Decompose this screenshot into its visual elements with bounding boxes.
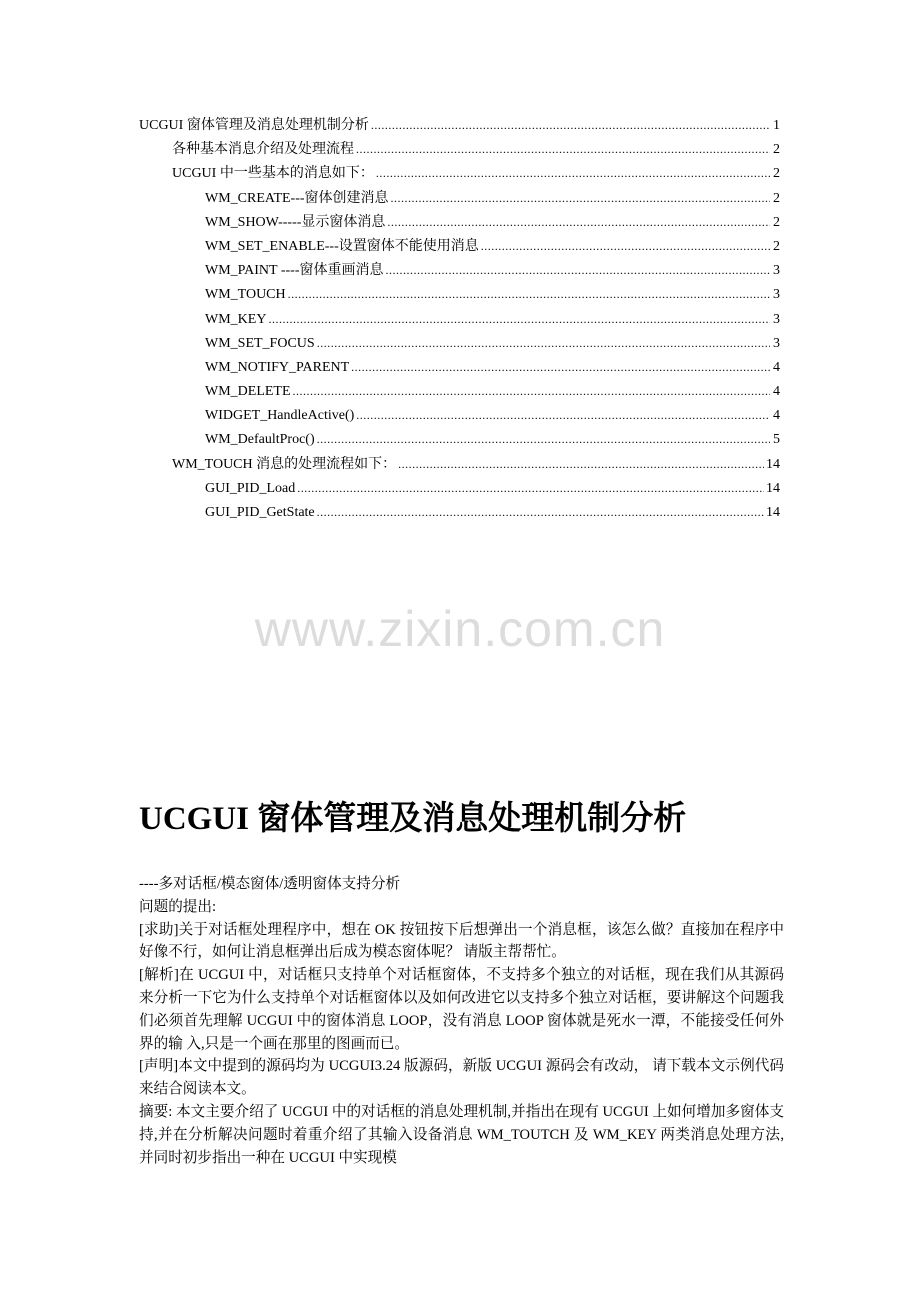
toc-page-number: 3 [773, 335, 780, 351]
toc-entry[interactable] [139, 427, 780, 451]
toc-entry[interactable] [139, 500, 780, 524]
toc-entry-title: WM_SHOW-----显示窗体消息 [205, 214, 386, 230]
paragraph: 摘要: 本文主要介绍了 UCGUI 中的对话框的消息处理机制,并指出在现有 UCGUI 上如何增加多窗体支持,并在分析解决问题时着重介绍了其输入设备消息 WM_TOUTCH 及 WM_KEY 两类消息处理方法,并同时初步指出一种在 UCGUI 中实现模 [139, 1103, 784, 1166]
toc-entry-title: WIDGET_HandleActive() [205, 408, 355, 424]
toc-leader-dots [391, 186, 770, 210]
toc-page-number: 14 [766, 456, 780, 472]
toc-leader-dots [351, 355, 770, 379]
toc-leader-dots [293, 379, 770, 403]
toc-leader-dots [371, 113, 770, 137]
toc-entry-title: UCGUI 中一些基本的消息如下： [172, 166, 374, 182]
toc-page-number: 3 [773, 287, 780, 303]
toc-page-number: 2 [773, 214, 780, 230]
toc-entry[interactable] [139, 258, 780, 282]
toc-entry[interactable] [139, 282, 780, 306]
toc-leader-dots [356, 403, 770, 427]
paragraph: [声明]本文中提到的源码均为 UCGUI3.24 版源码，新版 UCGUI 源码会有改动， 请下载本文示例代码来结合阅读本文。 [139, 1058, 784, 1098]
toc-leader-dots [481, 234, 770, 258]
toc-entry-title: WM_DELETE [205, 384, 291, 400]
toc-entry-title: WM_TOUCH [205, 287, 286, 303]
table-of-contents [139, 113, 780, 524]
toc-entry-title: GUI_PID_Load [205, 480, 296, 496]
toc-leader-dots [387, 210, 770, 234]
toc-entry[interactable] [139, 476, 780, 500]
toc-leader-dots [297, 476, 764, 500]
toc-entry-title: UCGUI 窗体管理及消息处理机制分析 [139, 118, 369, 133]
toc-entry[interactable] [139, 307, 780, 331]
subtitle-line: ----多对话框/模态窗体/透明窗体支持分析 [139, 876, 401, 892]
toc-entry-title: WM_SET_ENABLE---设置窗体不能使用消息 [205, 238, 479, 254]
toc-page-number: 4 [773, 384, 780, 400]
toc-leader-dots [317, 331, 770, 355]
toc-entry-title: WM_DefaultProc() [205, 432, 315, 448]
toc-leader-dots [376, 161, 770, 185]
toc-entry-title: WM_KEY [205, 311, 267, 327]
toc-entry[interactable] [139, 186, 780, 210]
toc-entry[interactable] [139, 234, 780, 258]
toc-page-number: 5 [773, 432, 780, 448]
toc-entry-title: WM_TOUCH 消息的处理流程如下： [172, 456, 397, 472]
toc-page-number: 14 [766, 505, 780, 520]
toc-entry[interactable] [139, 379, 780, 403]
paragraph: 问题的提出: [139, 898, 217, 915]
document-title: UCGUI 窗体管理及消息处理机制分析 [139, 801, 687, 837]
paragraph: [求助]关于对话框处理程序中，想在 OK 按钮按下后想弹出一个消息框，该怎么做？直接加在程序中好像不行，如何让消息框弹出后成为模态窗体呢？ 请版主帮帮忙。 [139, 921, 784, 961]
toc-entry[interactable] [139, 403, 780, 427]
toc-leader-dots [386, 258, 771, 282]
toc-page-number: 3 [773, 311, 780, 327]
toc-page-number: 3 [773, 263, 780, 279]
toc-leader-dots [288, 282, 770, 306]
document-body [139, 873, 784, 1169]
toc-entry-title: WM_SET_FOCUS [205, 335, 315, 351]
toc-page-number: 2 [773, 142, 780, 158]
toc-entry[interactable] [139, 355, 780, 379]
toc-leader-dots [317, 500, 764, 524]
toc-entry[interactable] [139, 137, 780, 161]
toc-page-number: 14 [766, 480, 780, 496]
toc-entry[interactable] [139, 452, 780, 476]
toc-leader-dots [268, 307, 770, 331]
toc-entry[interactable] [139, 210, 780, 234]
toc-page-number: 4 [773, 359, 780, 375]
toc-page-number: 2 [773, 238, 780, 254]
toc-entry-title: WM_NOTIFY_PARENT [205, 359, 350, 375]
toc-entry-title: WM_PAINT ----窗体重画消息 [205, 263, 384, 279]
toc-entry-title: 各种基本消息介绍及处理流程 [172, 142, 354, 158]
toc-page-number: 1 [773, 118, 780, 133]
watermark: www.zixin.com.cn [254, 601, 666, 657]
toc-entry[interactable] [139, 331, 780, 355]
toc-page-number: 4 [773, 408, 780, 424]
toc-leader-dots [317, 427, 770, 451]
paragraph: [解析]在 UCGUI 中，对话框只支持单个对话框窗体，不支持多个独立的对话框，现在我们从其源码来分析一下它为什么支持单个对话框窗体以及如何改进它以支持多个独立对话框，要讲解这个问题我们必须首先理解 UCGUI 中的窗体消息 LOOP，没有消息 LOOP 窗体就是死水一潭，不能接受任何外界的输 入,只是一个画在那里的图画而已。 [139, 967, 784, 1052]
toc-page-number: 2 [773, 190, 780, 206]
toc-entry[interactable] [139, 161, 780, 185]
toc-entry[interactable] [139, 113, 780, 137]
toc-entry-title: WM_CREATE---窗体创建消息 [205, 190, 389, 206]
toc-page-number: 2 [773, 166, 780, 182]
toc-entry-title: GUI_PID_GetState [205, 505, 315, 520]
toc-leader-dots [398, 452, 764, 476]
toc-leader-dots [356, 137, 770, 161]
